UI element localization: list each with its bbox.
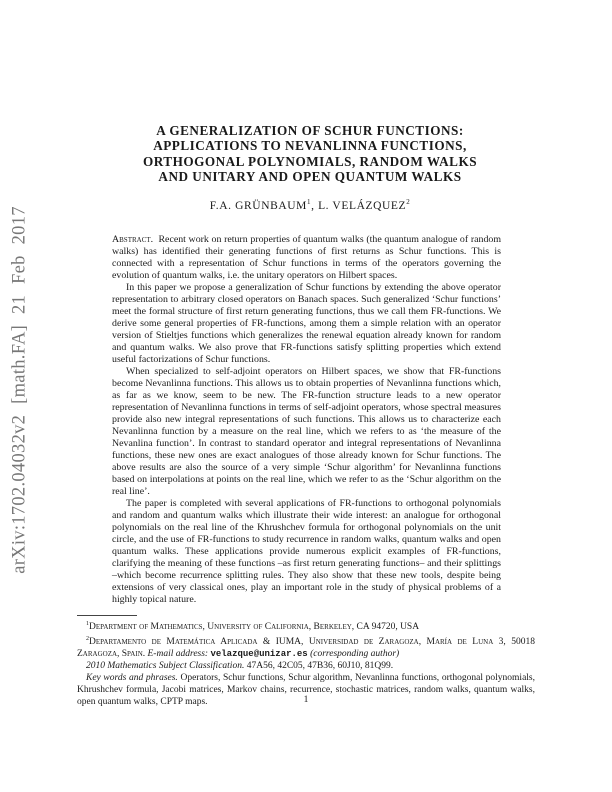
footnote-mark: 1: [86, 621, 89, 627]
keywords-text: Operators, Schur functions, Schur algorithm, Nevanlinna functions, orthogonal polynomials, Khrushchev formula, Jacobi matrices, Markov chains, recurrence, stochastic matrices, random walks, quantum walks, open quantum walks, CPTP maps.: [77, 673, 535, 708]
email-note: (corresponding author): [310, 649, 400, 660]
title-line: AND UNITARY AND OPEN QUANTUM WALKS: [158, 169, 462, 185]
author-name: F.A. GRÜNBAUM: [209, 199, 307, 212]
email-link[interactable]: velazque@unizar.es: [210, 649, 308, 660]
author-list: [100, 198, 520, 212]
affiliation-text: Departamento de Matemática Aplicada & IUMA, Universidad de Zaragoza, María de Luna 3, 50018 Zaragoza, Spain.: [77, 637, 535, 660]
affiliation-text: Department of Mathematics, University of California, Berkeley, CA 94720, USA: [89, 622, 420, 633]
author-name: L. VELÁZQUEZ: [318, 199, 407, 212]
author-mark: 2: [406, 198, 411, 206]
abstract-label: Abstract.: [112, 234, 154, 245]
title-line: ORTHOGONAL POLYNOMIALS, RANDOM WALKS: [142, 153, 478, 169]
title-line: A GENERALIZATION OF SCHUR FUNCTIONS:: [156, 123, 464, 138]
abstract: [112, 234, 501, 606]
title-line: APPLICATIONS TO NEVANLINNA FUNCTIONS,: [153, 138, 467, 154]
arxiv-stamp: [5, 200, 35, 580]
msc-codes: 47A56, 42C05, 47B36, 60J10, 81Q99.: [246, 661, 394, 672]
arxiv-stamp-text: arXiv:1702.04032v2 [math.FA] 21 Feb 2017: [9, 206, 30, 574]
abstract-text: Recent work on return properties of quantum walks (the quantum analogue of random walks) has identified their generating functions of first returns as Schur functions. This is connected with a representation of Schur functions in terms of the operators governing the evolution of quantum walks, i.e. the unitary operators on Hilbert spaces.: [112, 234, 502, 281]
abstract-paragraph: [112, 234, 501, 282]
abstract-paragraph: In this paper we propose a generalization of Schur functions by extending the above operator representation to arbitrary closed operators on Banach spaces. Such generalized ‘Schur functions’ meet the formal structure of first return generating functions, thus we call them FR-functions. We derive some general properties of FR-functions, among them a simple relation with an operator version of Stieltjes functions which generalizes the renewal equation already known for random and quantum walks. We also prove that FR-functions satisfy splitting properties which extend useful factorizations of Schur functions.: [112, 282, 501, 365]
footnote-affiliation-1: [77, 618, 535, 633]
page-number: 1: [303, 695, 309, 705]
footnote-affiliation-2: [77, 633, 535, 660]
footnote-mark: 2: [86, 636, 89, 643]
author-separator: ,: [311, 199, 319, 212]
abstract-paragraph: The paper is completed with several applications of FR-functions to orthogonal polynomials and random and quantum walks which illustrate their wide interest: an analogue for orthogonal polynomials on the real line of the Khrushchev formula for orthogonal polynomials on the unit circle, and the use of FR-functions to study recurrence in random walks, quantum walks and open quantum walks. These applications provide numerous explicit examples of FR-functions, clarifying the meaning of these functions –as first return generating functions– and their splittings –which become recurrence splitting rules. They also show that these new tools, despite being extensions of very classical ones, play an important role in the study of physical problems of a highly topical nature.: [112, 498, 501, 605]
keywords-label: Key words and phrases.: [86, 673, 178, 684]
msc-label: 2010 Mathematics Subject Classification.: [86, 661, 245, 672]
footnote-msc: [77, 660, 535, 672]
footnote-rule: [77, 615, 137, 616]
abstract-paragraph: When specialized to self-adjoint operators on Hilbert spaces, we show that FR-functions become Nevanlinna functions. This allows us to obtain properties of Nevanlinna functions which, as far as we know, seem to be new. The FR-function structure leads to a new operator representation of Nevanlinna functions in terms of self-adjoint operators, whose spectral measures provide also new integral representations of such functions. This allows us to characterize each Nevanlinna function by a measure on the real line, which we refers to as ‘the measure of the Nevanlina function’. In contrast to standard operator and integral representations of Nevanlinna functions, these new ones are exact analogues of those already known for Schur functions. The above results are also the source of a very simple ‘Schur algorithm’ for Nevanlinna functions based on interpolations at points on the real line, which we refer to as the ‘Schur algorithm on the real line’.: [112, 366, 501, 497]
paper-title: [100, 123, 520, 185]
email-label: E-mail address:: [147, 649, 209, 660]
author-mark: 1: [307, 198, 312, 206]
